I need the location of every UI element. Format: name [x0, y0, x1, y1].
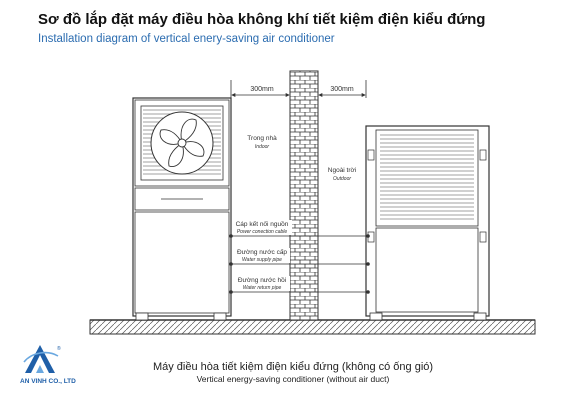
- indoor-unit: [133, 98, 231, 320]
- supply-pipe-label-vi: Đường nước cấp: [236, 249, 288, 256]
- diagram-title-vietnamese: Sơ đồ lắp đặt máy điều hòa không khí tiết kiệm điện kiểu đứng: [38, 11, 486, 28]
- caption-vietnamese: Máy điều hòa tiết kiệm điện kiểu đứng (không có ống gió): [152, 361, 434, 373]
- power-cable-label-en: Power conection cable: [236, 229, 288, 235]
- indoor-label-en: Indoor: [254, 144, 270, 150]
- diagram-title-english: Installation diagram of vertical enery-saving air conditioner: [38, 33, 335, 45]
- company-name: AN VINH CO., LTD: [20, 378, 76, 385]
- brick-wall: [290, 71, 318, 320]
- dimension-right-label: 300mm: [330, 86, 354, 93]
- ground-slab: [90, 320, 535, 334]
- fan-icon: [151, 112, 213, 174]
- supply-pipe-label-en: Water supply pipe: [242, 257, 282, 263]
- outdoor-label-vi: Ngoài trời: [327, 167, 357, 174]
- indoor-label-vi: Trong nhà: [247, 135, 277, 142]
- outdoor-label-en: Outdoor: [332, 176, 352, 182]
- return-pipe-label-en: Water return pipe: [242, 285, 282, 291]
- caption-english: Vertical energy-saving conditioner (without air duct): [196, 374, 390, 384]
- dimension-left-label: 300mm: [250, 86, 274, 93]
- outdoor-unit: [366, 126, 489, 320]
- registered-mark: ®: [57, 346, 61, 352]
- pipe-labels: [233, 219, 292, 291]
- power-cable-label-vi: Cáp kết nối nguồn: [235, 221, 289, 228]
- return-pipe-label-vi: Đường nước hồi: [237, 277, 287, 284]
